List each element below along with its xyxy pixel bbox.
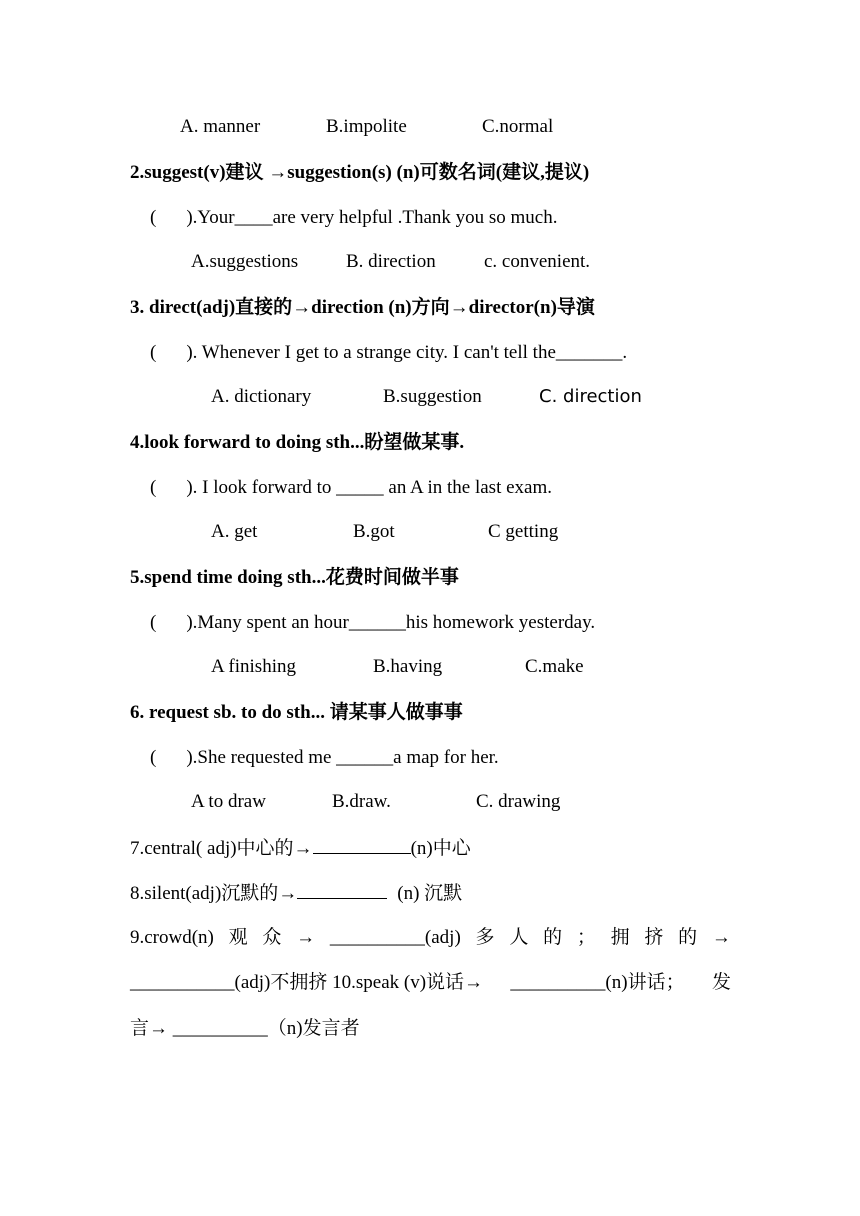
q1-option-c: C.normal: [482, 116, 554, 137]
q3-stem: [150, 340, 627, 366]
q9-token: 观: [228, 927, 248, 948]
q2-option-c: c. convenient.: [484, 251, 591, 272]
q6-paren: (: [150, 747, 157, 768]
q6-option-c: C. drawing: [476, 791, 561, 812]
q5-option-c: C.make: [525, 656, 584, 677]
q5-heading: 5.spend time doing sth...花费时间做半事: [130, 567, 459, 588]
q9-q10-token: ___________(adj)不拥挤 10.speak (v)说话→: [130, 972, 484, 993]
q9-q10-token: __________(n)讲话；: [510, 972, 685, 993]
q5-stem-text: ).Many spent an hour______his homework yesterday.: [186, 612, 596, 633]
q3-paren: (: [150, 342, 157, 363]
q9-token: ；: [576, 927, 596, 948]
q3-stem-text: ). Whenever I get to a strange city. I can't tell the_______.: [186, 342, 628, 363]
q2-stem-blank: ____: [234, 207, 273, 228]
q9-token: →: [296, 927, 316, 948]
q9-q10-line: [130, 970, 731, 996]
q2-option-a: A.suggestions: [191, 251, 299, 272]
q6-stem-text: ).She requested me ______a map for her.: [186, 747, 499, 768]
q8-prefix: 8.silent(adj)沉默的→: [130, 883, 298, 904]
q7-line: [130, 835, 471, 862]
q2-stem-b: are very helpful .Thank you so much.: [272, 207, 558, 228]
q7-suffix: (n)中心: [410, 838, 471, 859]
q9-token: →: [711, 927, 731, 948]
q4-stem: [150, 475, 552, 501]
q7-answer-blank[interactable]: [313, 835, 411, 854]
q9-token: 众: [262, 927, 282, 948]
q6-option-a: A to draw: [191, 791, 266, 812]
q2-option-b: B. direction: [346, 251, 436, 272]
q9-q10-token: 发: [711, 972, 731, 993]
q4-option-c: C getting: [488, 521, 559, 542]
q5-option-a: A finishing: [211, 656, 296, 677]
q1-option-b: B.impolite: [326, 116, 407, 137]
q9-token: 9.crowd(n): [130, 927, 214, 948]
q9-token: 拥: [610, 927, 630, 948]
q2-stem: [150, 205, 557, 231]
q5-stem: [150, 610, 595, 636]
q9-line: [130, 925, 731, 951]
q4-heading: 4.look forward to doing sth...盼望做某事.: [130, 432, 465, 453]
q9-token: 的: [543, 927, 563, 948]
q4-paren: (: [150, 477, 157, 498]
q5-paren: (: [150, 612, 157, 633]
q4-stem-text: ). I look forward to _____ an A in the last exam.: [186, 477, 553, 498]
q6-stem: [150, 745, 499, 771]
q1-option-a: A. manner: [180, 116, 261, 137]
q9-token: __________(adj): [329, 927, 461, 948]
q3-heading: 3. direct(adj)直接的→direction (n)方向→director(n)导演: [130, 297, 595, 318]
q2-heading: 2.suggest(v)建议 →suggestion(s) (n)可数名词(建议,提议): [130, 162, 590, 183]
q6-heading: 6. request sb. to do sth... 请某事人做事事: [130, 702, 463, 723]
q4-option-b: B.got: [353, 521, 395, 542]
q9-token: 多: [475, 927, 495, 948]
q2-stem-a: ).Your: [186, 207, 235, 228]
q2-paren: (: [150, 207, 157, 228]
q4-option-a: A. get: [211, 521, 258, 542]
q9-token: 挤: [644, 927, 664, 948]
q10-end: 言→ __________（n)发言者: [130, 1018, 360, 1039]
q9-token: 的: [678, 927, 698, 948]
q3-option-b: B.suggestion: [383, 386, 482, 407]
q5-option-b: B.having: [373, 656, 443, 677]
q8-line: [130, 880, 462, 907]
q7-prefix: 7.central( adj)中心的→: [130, 838, 313, 859]
q3-option-a: A. dictionary: [211, 386, 312, 407]
q8-answer-blank[interactable]: [297, 880, 387, 899]
q6-option-b: B.draw.: [332, 791, 391, 812]
q8-suffix: (n) 沉默: [397, 883, 463, 904]
q9-token: 人: [509, 927, 529, 948]
q3-option-c: C. direction: [539, 386, 642, 407]
